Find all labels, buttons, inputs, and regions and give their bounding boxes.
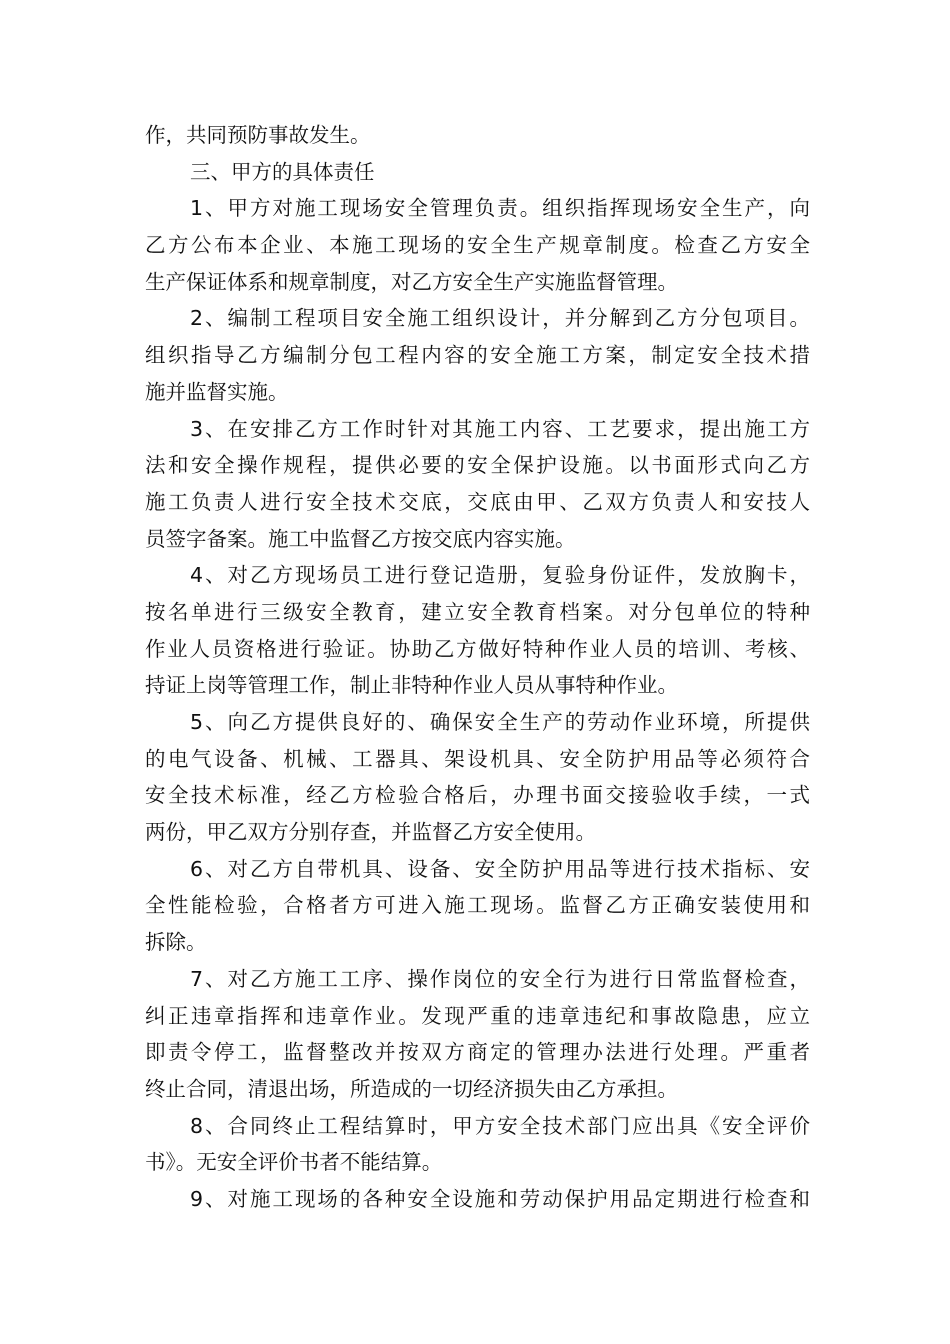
text-line: 4、对乙方现场员工进行登记造册，复验身份证件，发放胸卡， (190, 563, 810, 588)
document-body (145, 117, 810, 1218)
text-line: 7、对乙方施工工序、操作岗位的安全行为进行日常监督检查， (190, 966, 810, 991)
text-line: 全性能检验，合格者方可进入施工现场。监督乙方正确安装使用和 (145, 893, 810, 918)
text-line: 6、对乙方自带机具、设备、安全防护用品等进行技术指标、安 (190, 856, 810, 881)
text-line: 员签字备案。施工中监督乙方按交底内容实施。 (145, 526, 576, 551)
text-line: 8、合同终止工程结算时，甲方安全技术部门应出具《安全评价 (190, 1113, 810, 1138)
text-line: 施工负责人进行安全技术交底，交底由甲、乙双方负责人和安技人 (145, 489, 810, 514)
text-line: 作，共同预防事故发生。 (145, 123, 371, 147)
text-line: 作业人员资格进行验证。协助乙方做好特种作业人员的培训、考核、 (145, 636, 810, 661)
text-line: 法和安全操作规程，提供必要的安全保护设施。以书面形式向乙方 (145, 453, 810, 478)
text-line: 乙方公布本企业、本施工现场的安全生产规章制度。检查乙方安全 (145, 233, 810, 258)
text-line: 两份，甲乙双方分别存查，并监督乙方安全使用。 (145, 820, 596, 845)
text-line: 安全技术标准，经乙方检验合格后，办理书面交接验收手续，一式 (145, 783, 810, 808)
text-line: 按名单进行三级安全教育，建立安全教育档案。对分包单位的特种 (145, 599, 810, 624)
text-line: 9、对施工现场的各种安全设施和劳动保护用品定期进行检查和 (190, 1186, 810, 1211)
text-line: 3、在安排乙方工作时针对其施工内容、工艺要求，提出施工方 (190, 416, 810, 441)
section-heading: 三、甲方的具体责任 (190, 159, 375, 184)
text-line: 终止合同，清退出场，所造成的一切经济损失由乙方承担。 (145, 1076, 678, 1101)
text-line: 2、编制工程项目安全施工组织设计，并分解到乙方分包项目。 (190, 306, 810, 331)
text-line: 生产保证体系和规章制度，对乙方安全生产实施监督管理。 (145, 269, 678, 294)
text-line: 即责令停工，监督整改并按双方商定的管理办法进行处理。严重者 (145, 1040, 810, 1065)
text-line: 拆除。 (145, 930, 207, 955)
text-line: 纠正违章指挥和违章作业。发现严重的违章违纪和事故隐患，应立 (145, 1003, 810, 1028)
text-line: 的电气设备、机械、工器具、架设机具、安全防护用品等必须符合 (145, 746, 810, 771)
text-line: 1、甲方对施工现场安全管理负责。组织指挥现场安全生产，向 (190, 196, 810, 221)
text-line: 书》。无安全评价书者不能结算。 (145, 1150, 443, 1175)
text-line: 组织指导乙方编制分包工程内容的安全施工方案，制定安全技术措 (145, 343, 810, 368)
text-line: 施并监督实施。 (145, 379, 289, 404)
text-line: 5、向乙方提供良好的、确保安全生产的劳动作业环境，所提供 (190, 710, 810, 734)
text-line: 持证上岗等管理工作，制止非特种作业人员从事特种作业。 (145, 673, 678, 698)
